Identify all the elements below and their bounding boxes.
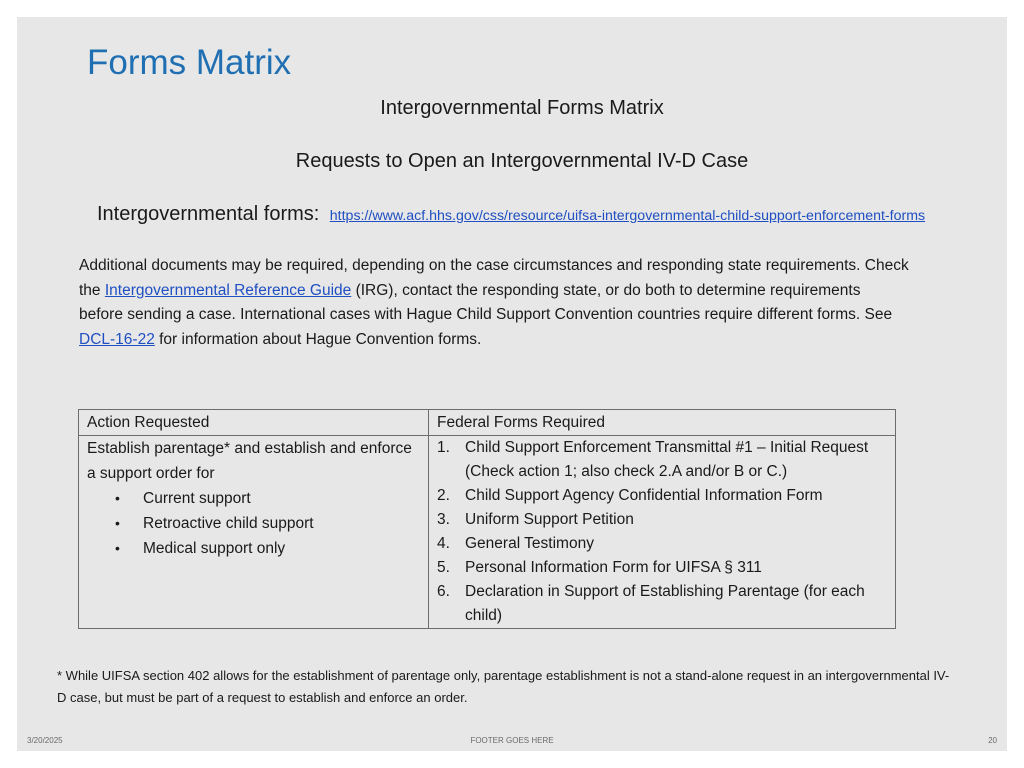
forms-list	[437, 436, 887, 628]
bullet-text: Retroactive child support	[143, 515, 314, 532]
list-number: 2.	[437, 487, 450, 504]
bullet-icon: •	[115, 540, 120, 556]
form-text: Uniform Support Petition	[465, 511, 634, 528]
forms-label: Intergovernmental forms:	[97, 203, 320, 225]
matrix-subtitle: Requests to Open an Intergovernmental IV-D Case	[295, 150, 749, 172]
matrix-title: Intergovernmental Forms Matrix	[380, 97, 664, 119]
list-item	[437, 580, 887, 628]
intro-line-2-pre: the	[79, 281, 105, 299]
irg-link[interactable]: Intergovernmental Reference Guide	[104, 281, 352, 299]
bullet-text: Medical support only	[143, 540, 286, 557]
intro-line-4-post: for information about Hague Convention forms.	[154, 330, 482, 348]
form-text: Personal Information Form for UIFSA § 311	[465, 559, 762, 576]
list-number: 6.	[437, 583, 450, 600]
intro-line-4	[79, 328, 949, 353]
bullet-icon: •	[115, 490, 120, 506]
intro-paragraph	[79, 254, 949, 352]
form-text: Declaration in Support of Establishing Parentage (for each child)	[465, 583, 865, 624]
intro-line-2	[79, 279, 949, 304]
forms-url-link[interactable]: https://www.acf.hhs.gov/css/resource/uifsa-intergovernmental-child-support-enforcement-forms	[329, 208, 926, 224]
form-text: Child Support Agency Confidential Information Form	[465, 487, 823, 504]
slide	[17, 17, 1007, 751]
dcl-link[interactable]: DCL-16-22	[79, 330, 155, 348]
list-number: 5.	[437, 559, 450, 576]
footer-page-number: 20	[988, 736, 997, 745]
list-item	[113, 511, 420, 536]
header-federal-forms: Federal Forms Required	[429, 410, 896, 436]
list-number: 4.	[437, 535, 450, 552]
form-text: General Testimony	[465, 535, 594, 552]
bullet-text: Current support	[143, 490, 251, 507]
list-item	[437, 436, 887, 484]
page-title: Forms Matrix	[87, 43, 292, 82]
intro-line-2-post: (IRG), contact the responding state, or do both to determine requirements	[351, 281, 861, 299]
forms-cell	[429, 436, 896, 629]
action-cell	[79, 436, 429, 629]
list-item	[113, 486, 420, 511]
list-item	[437, 484, 887, 508]
list-number: 1.	[437, 439, 450, 456]
list-number: 3.	[437, 511, 450, 528]
action-bullets	[87, 486, 420, 561]
bullet-icon: •	[115, 515, 120, 531]
intro-line-1: Additional documents may be required, depending on the case circumstances and responding state requirements. Check	[79, 257, 909, 274]
header-action-requested: Action Requested	[79, 410, 429, 436]
action-text: Establish parentage* and establish and enforce a support order for	[87, 440, 412, 482]
list-item	[113, 536, 420, 561]
footer-text: FOOTER GOES HERE	[470, 736, 554, 745]
intro-line-3: before sending a case. International cases with Hague Child Support Convention countries require different forms. See	[79, 306, 893, 323]
form-text: Child Support Enforcement Transmittal #1 – Initial Request (Check action 1; also check 2.A and/or B or C.)	[465, 439, 869, 480]
list-item	[437, 508, 887, 532]
table-row	[79, 436, 896, 629]
footer-date: 3/20/2025	[27, 736, 63, 745]
list-item	[437, 556, 887, 580]
forms-line	[97, 203, 925, 226]
list-item	[437, 532, 887, 556]
footnote: * While UIFSA section 402 allows for the establishment of parentage only, parentage establishment is not a stand-alone request in an intergovernmental IV-D case, but must be part of a request to establish and enforce an order.	[57, 668, 950, 705]
forms-matrix-table	[78, 409, 896, 629]
table-header-row	[79, 410, 896, 436]
